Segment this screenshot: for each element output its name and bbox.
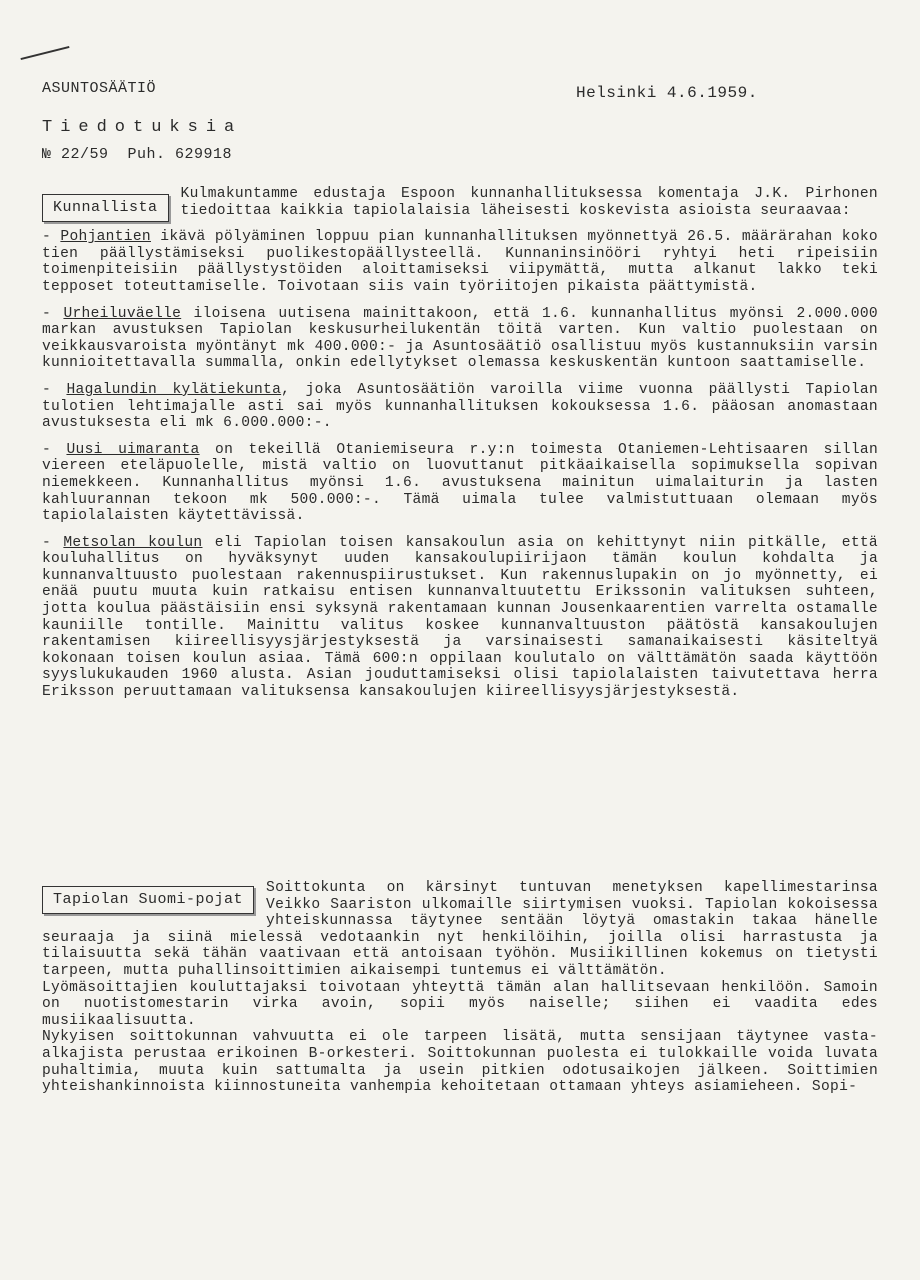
place-date: Helsinki 4.6.1959. [576,84,758,102]
item-text: ikävä pölyäminen loppuu pian kunnanhallituksen myönnettyä 26.5. määrärahan koko tien päällystämiseksi puolikestopäällysteellä. Kunnaninsinööri ryhtyi heti ripeisiin toimenpiteisiin päällystystöiden aloittamiseksi viipymättä, mutta alkanut lakko teki tepposet toteuttamiselle. Toivotaan siis vain työriitojen pikaista päättymistä. [42,229,878,295]
item-text: eli Tapiolan toisen kansakoulun asia on kehittynyt niin pitkälle, että kouluhallitus on hyväksynyt uuden kansakoulupiirijaon tämän koulun kohdalta ja kunnanvaltuusto puolestaan rakennuspiirustukset. Kun rakennuslupakin on jo myönnetty, ei enää puutu muuta kuin ratkaisu entisen kunnanvaltuutettu Erikssonin valituksen suhteen, jotta koulua päästäisiin ensi syksynä rakentamaan kunnan Jousenkaarentien varrelta ostamalle kauniille tontille. Mainittu valitus koskee kunnanvaltuuston päätöstä kansakoulujen rakentamisen kiireellisyysjärjestyksestä ja varsinaisesti samanaikaisesti käsiteltyä kokonaan toisen koulun asiaa. Tämä 600:n oppilaan koulutalo on välttämätön saada käyttöön syyslukukauden 1960 alusta. Asian jouduttamiseksi olisi tapiolalaisten taivutettava herra Eriksson peruuttamaan valituksensa kansakoulujen kiireellisyysjärjestyksestä. [42,534,878,701]
pen-mark [21,46,70,60]
organization-name: ASUNTOSÄÄTIÖ [42,80,157,97]
item-lead: Uusi uimaranta [66,441,200,458]
news-item: - Urheiluväelle iloisena uutisena mainittakoon, että 1.6. kunnanhallitus myönsi 2.000.000 markan avustuksen Tapiolan keskusurheilukentän töitä varten. Kun valtio puolestaan on veikkausvaroista myöntänyt mk 400.000:- ja Asuntosäätiö osallistuu myös kustannuksiin varsin kunnioitettavalla summalla, onkin edellytykset olemassa keskuskentän kuntoon saattamiselle. [42,305,878,372]
item-lead: Pohjantien [60,229,151,246]
item-lead: Hagalundin kylätiekunta [66,381,282,398]
item-lead: Metsolan koulun [63,534,203,551]
section-heading-box: Kunnallista [42,194,169,222]
item-text: iloisena uutisena mainittakoon, että 1.6. kunnanhallitus myönsi 2.000.000 markan avustuksen Tapiolan keskusurheilukentän töitä varten. Kun valtio puolestaan on veikkausvaroista myöntänyt mk 400.000:- ja Asuntosäätiö osallistuu myös kustannuksiin varsin kunnioitettavalla summalla, onkin edellytykset olemassa keskuskentän kuntoon saattamiselle. [42,305,878,372]
document-title: Tiedotuksia [42,118,243,137]
paragraph: Soittokunta on kärsinyt tuntuvan menetyksen kapellimestarinsa Veikko Saariston ulkomaille siirtymisen vuoksi. Tapiolan kokoisessa yhteiskunnassa täytynee sentään löytyä omastakin takaa hänelle seuraaja ja siinä mielessä vedotaankin nyt henkilöihin, joilla olisi harrastusta ja tilaisuutta sekä tähän vaativaan että antoisaan työhön. Musiikillinen kokemus on tietysti tarpeen, mutta puhallinsoittimien aikaisempi tuntemus ei välttämätön. [42,880,878,979]
paragraph: Nykyisen soittokunnan vahvuutta ei ole tarpeen lisätä, mutta sensijaan täytynee vasta-alkajista perustaa erikoinen B-orkesteri. Soittokunnan puolesta ei tulokkaille voida luvata puhaltimia, muuta kuin sattumalta ja usein pitkien odotusaikojen jälkeen. Soittimien yhteishankinnoista kiinnostuneita vanhempia kehoitetaan ottamaan yhteys asiamieheen. Sopi- [42,1029,878,1096]
news-item: - Metsolan koulun eli Tapiolan toisen kansakoulun asia on kehittynyt niin pitkälle, että kouluhallitus on hyväksynyt uuden kansakoulupiirijaon tämän koulun kohdalta ja kunnanvaltuusto puolestaan rakennuspiirustukset. Kun rakennuslupakin on jo myönnetty, ei enää puutu muuta kuin ratkaisu entisen kunnanvaltuutettu Erikssonin valituksen suhteen, jotta koulua päästäisiin ensi syksynä rakentamaan kunnan Jousenkaarentien varrelta ostamalle kauniille tontille. Mainittu valitus koskee kunnanvaltuuston päätöstä kansakoulujen rakentamisen kiireellisyysjärjestyksestä ja varsinaisesti samanaikaisesti käsiteltyä kokonaan toisen koulun asiaa. Tämä 600:n oppilaan koulutalo on välttämätön saada käyttöön syyslukukauden 1960 alusta. Asian jouduttamiseksi olisi tapiolalaisten taivutettava herra Eriksson peruuttamaan valituksensa kansakoulujen kiireellisyysjärjestyksestä. [42,534,878,701]
section-intro: Kulmakuntamme edustaja Espoon kunnanhallituksessa komentaja J.K. Pirhonen tiedoittaa kaikkia tapiolalaisia läheisesti koskevista asioista seuraavaa: [180,186,878,219]
news-item: - Pohjantien ikävä pölyäminen loppuu pian kunnanhallituksen myönnettyä 26.5. määrärahan koko tien päällystämiseksi puolikestopäällysteellä. Kunnaninsinööri ryhtyi heti ripeisiin toimenpiteisiin päällystystöiden aloittamiseksi viipymättä, mutta alkanut lakko teki tepposet toteuttamiselle. Toivotaan siis vain työriitojen pikaista päättymistä. [42,229,878,295]
news-item: - Uusi uimaranta on tekeillä Otaniemiseura r.y:n toimesta Otaniemen-Lehtisaaren sillan viereen eteläpuolelle, mistä valtio on luovuttanut pitkäaikaisella sopimuksella sopivan niemekkeen. Kunnanhallitus myönsi 1.6. avustuksena mainitun uimalaiturin ja lasten kahluurannan tekoon mk 500.000:-. Tämä uimala tulee valmistuttuaan olemaan myös tapiolalaisten käytettävissä. [42,441,879,525]
item-lead: Urheiluväelle [63,305,182,322]
news-item: - Hagalundin kylätiekunta, joka Asuntosäätiön varoilla viime vuonna päällysti Tapiolan tulotien lehtimajalle asti sai myös kunnanhallituksen kokouksessa 1.6. pääosan anomastaan avustuksesta eli mk 6.000.000:-. [42,381,879,432]
paragraph: Lyömäsoittajien kouluttajaksi toivotaan yhteyttä tämän alan hallitsevaan henkilöön. Samoin on nuotistomestarin virka avoin, sopii myös naiselle; siihen ei vaadita edes musiikaalisuutta. [42,979,878,1029]
item-text: , joka Asuntosäätiön varoilla viime vuonna päällysti Tapiolan tulotien lehtimajalle asti sai myös kunnanhallituksen kokouksessa 1.6. pääosan anomastaan avustuksesta eli mk 6.000.000:-. [42,381,879,432]
item-text: on tekeillä Otaniemiseura r.y:n toimesta Otaniemen-Lehtisaaren sillan viereen eteläpuolelle, mistä valtio on luovuttanut pitkäaikaisella sopimuksella sopivan niemekkeen. Kunnanhallitus myönsi 1.6. avustuksena mainitun uimalaiturin ja lasten kahluurannan tekoon mk 500.000:-. Tämä uimala tulee valmistuttuaan olemaan myös tapiolalaisten käytettävissä. [42,441,879,525]
section-heading-box: Tapiolan Suomi-pojat [42,886,254,914]
section-suomi-pojat [42,880,878,1096]
section-kunnallista [42,186,878,711]
reference-line: № 22/59 Puh. 629918 [42,146,233,163]
